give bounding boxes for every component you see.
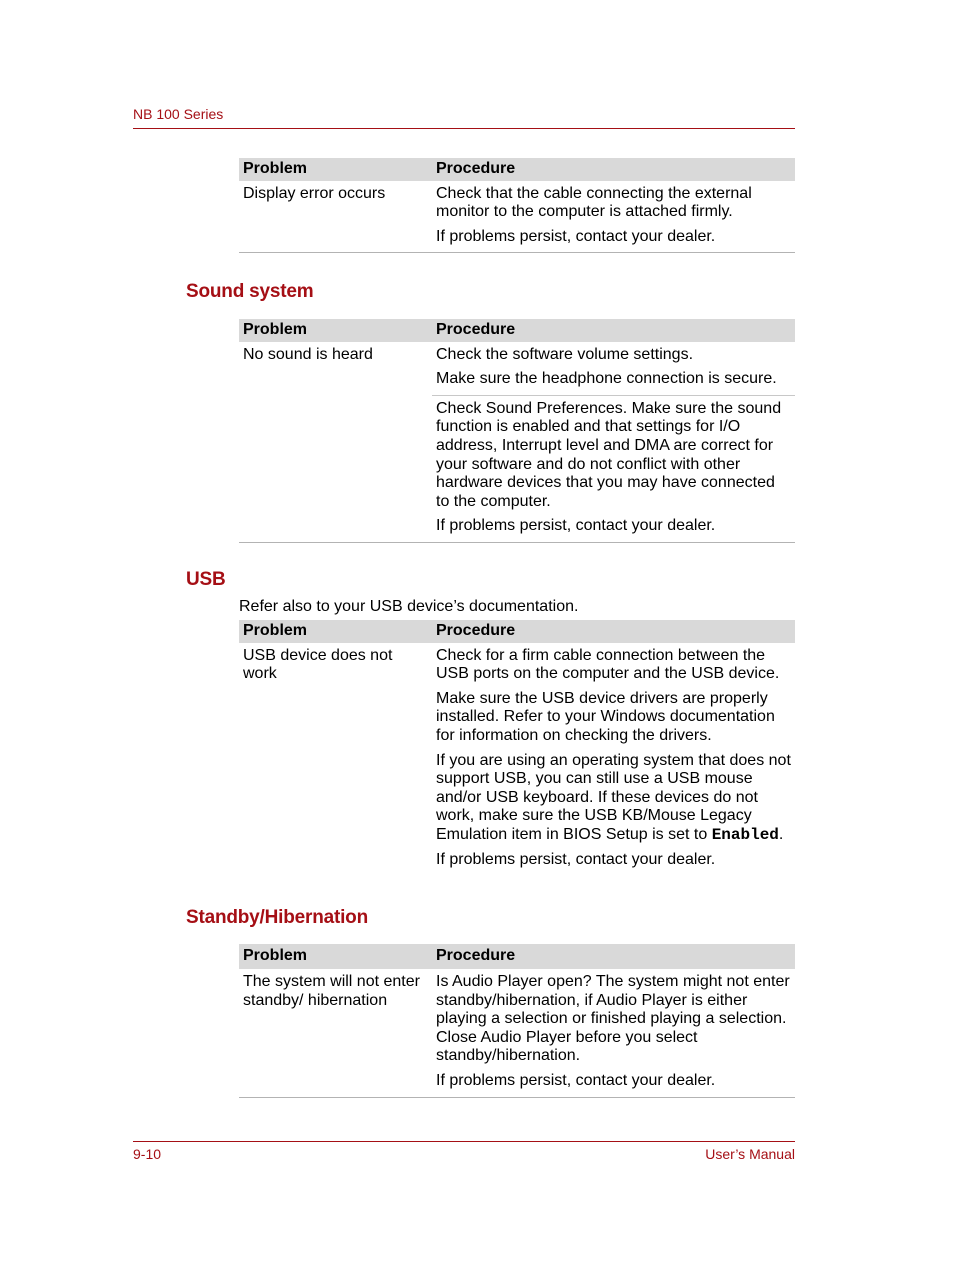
procedure-cell <box>432 395 795 542</box>
procedure-column-header: Procedure <box>432 620 795 643</box>
table-header-row <box>239 620 795 643</box>
procedure-step <box>436 752 791 845</box>
problem-cell: Display error occurs <box>239 181 432 253</box>
procedure-cell <box>432 181 795 253</box>
section-title-sound: Sound system <box>186 281 314 302</box>
problem-column-header: Problem <box>239 158 432 181</box>
procedure-step: Check that the cable connecting the external monitor to the computer is attached firmly. <box>436 184 752 221</box>
code-value: Enabled <box>711 825 779 844</box>
procedure-step: Check Sound Preferences. Make sure the sound function is enabled and that settings for I/O address, Interrupt level and DMA are correct for your software and do not conflict with other hardware devices that you may have connected to the computer. <box>436 399 782 510</box>
procedure-step: Make sure the USB device drivers are properly installed. Refer to your Windows documentation for information on checking the drivers. <box>436 689 775 744</box>
section-title-standby: Standby/Hibernation <box>186 907 368 928</box>
manual-title: User’s Manual <box>705 1146 795 1162</box>
procedure-step: If problems persist, contact your dealer. <box>436 517 716 535</box>
procedure-step: If problems persist, contact your dealer. <box>436 850 716 868</box>
procedure-cell <box>432 342 795 396</box>
header-rule <box>133 128 795 129</box>
procedure-step: If problems persist, contact your dealer. <box>436 227 716 245</box>
procedure-column-header: Procedure <box>432 944 795 969</box>
problem-column-header: Problem <box>239 620 432 643</box>
procedure-step-punct: . <box>778 825 784 843</box>
sound-problem-table <box>239 319 795 543</box>
procedure-column-header: Procedure <box>432 319 795 342</box>
table-row <box>239 395 795 542</box>
problem-cell: No sound is heard <box>243 345 373 363</box>
standby-problem-table <box>239 944 795 1098</box>
procedure-column-header: Procedure <box>432 158 795 181</box>
procedure-step: Is Audio Player open? The system might not enter standby/hibernation, if Audio Player is either playing a selection or finished playing a selection. Close Audio Player before you select standby/hibernation. <box>436 973 790 1065</box>
table-row <box>239 969 795 1097</box>
usb-problem-table <box>239 620 795 875</box>
usb-intro-text: Refer also to your USB device’s documentation. <box>239 598 579 615</box>
section-title-usb: USB <box>186 569 226 590</box>
table-header-row <box>239 319 795 342</box>
procedure-step: Check for a firm cable connection between the USB ports on the computer and the USB device. <box>436 646 780 683</box>
procedure-step-text: If you are using an operating system that does not support USB, you can still use a USB mouse and/or USB keyboard. If these devices do not work, make sure the USB KB/Mouse Legacy Emulation item in BIOS Setup is set to <box>436 751 791 843</box>
table-row <box>239 181 795 253</box>
problem-column-header: Problem <box>239 944 432 969</box>
problem-column-header: Problem <box>239 319 432 342</box>
running-header: NB 100 Series <box>133 106 224 122</box>
procedure-step: If problems persist, contact your dealer. <box>436 1071 716 1089</box>
procedure-cell <box>432 643 795 876</box>
procedure-step: Check the software volume settings. <box>436 345 694 363</box>
procedure-step: Make sure the headphone connection is secure. <box>436 370 777 388</box>
table-row <box>239 643 795 876</box>
problem-cell-empty <box>239 395 432 542</box>
problem-cell: The system will not enter standby/ hibernation <box>239 969 432 1097</box>
page-number: 9-10 <box>133 1146 162 1162</box>
table-header-row <box>239 944 795 969</box>
procedure-cell <box>432 969 795 1097</box>
table-row <box>239 342 795 396</box>
footer-rule <box>133 1141 795 1142</box>
display-problem-table <box>239 158 795 253</box>
problem-cell: USB device does not work <box>243 646 393 683</box>
table-header-row <box>239 158 795 181</box>
